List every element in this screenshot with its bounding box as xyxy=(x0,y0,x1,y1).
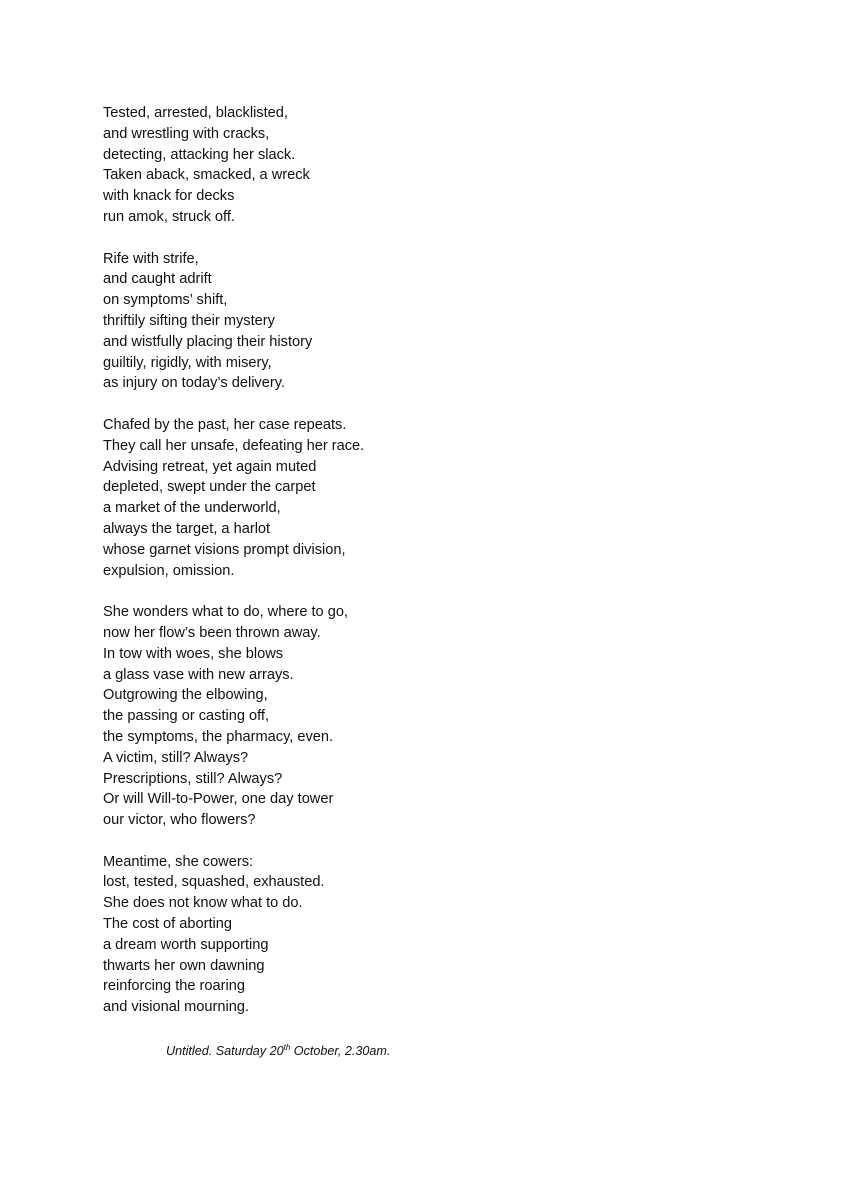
caption-suffix: October, 2.30am. xyxy=(290,1044,391,1058)
poem-line: Advising retreat, yet again muted xyxy=(103,458,317,475)
poem-line: A victim, still? Always? xyxy=(103,749,249,766)
poem-line: as injury on today’s delivery. xyxy=(103,375,285,392)
poem-line: a market of the underworld, xyxy=(103,500,281,517)
stanza xyxy=(103,852,703,1018)
poem-line: lost, tested, squashed, exhausted. xyxy=(103,874,325,891)
poem-line: Chafed by the past, her case repeats. xyxy=(103,416,347,433)
poem-body xyxy=(103,103,703,1039)
poem-line: the passing or casting off, xyxy=(103,708,270,725)
poem-line: The cost of aborting xyxy=(103,916,232,933)
poem-line: guiltily, rigidly, with misery, xyxy=(103,354,272,371)
poem-line: reinforcing the roaring xyxy=(103,978,245,995)
stanza xyxy=(103,103,703,228)
poem-line: always the target, a harlot xyxy=(103,520,271,537)
caption-prefix: Untitled. Saturday 20 xyxy=(166,1044,284,1058)
poem-line: Outgrowing the elbowing, xyxy=(103,687,268,704)
caption-superscript: th xyxy=(283,1042,291,1052)
poem-line: She wonders what to do, where to go, xyxy=(103,604,349,621)
poem-line: Or will Will-to-Power, one day tower xyxy=(103,791,334,808)
poem-line: and wrestling with cracks, xyxy=(103,125,270,142)
poem-line: a glass vase with new arrays. xyxy=(103,666,294,683)
poem-line: Tested, arrested, blacklisted, xyxy=(103,105,288,121)
poem-line: thriftily sifting their mystery xyxy=(103,312,275,329)
poem-line: expulsion, omission. xyxy=(103,562,235,579)
poem-line: Rife with strife, xyxy=(103,250,199,267)
poem-line: and caught adrift xyxy=(103,271,212,288)
poem-line: with knack for decks xyxy=(103,188,235,205)
stanza xyxy=(103,415,703,581)
poem-line: our victor, who flowers? xyxy=(103,812,256,829)
poem-line: on symptoms’ shift, xyxy=(103,292,228,309)
poem-line: She does not know what to do. xyxy=(103,895,303,912)
poem-line: whose garnet visions prompt division, xyxy=(103,541,346,558)
poem-caption xyxy=(166,1041,390,1061)
poem-line: a dream worth supporting xyxy=(103,936,269,953)
poem-line: and visional mourning. xyxy=(103,999,250,1016)
poem-line: and wistfully placing their history xyxy=(103,333,313,350)
poem-line: Meantime, she cowers: xyxy=(103,853,254,870)
poem-line: now her flow’s been thrown away. xyxy=(103,624,321,641)
poem-line: run amok, struck off. xyxy=(103,208,235,225)
poem-line: In tow with woes, she blows xyxy=(103,645,284,662)
poem-line: depleted, swept under the carpet xyxy=(103,479,316,496)
stanza xyxy=(103,249,703,395)
poem-line: Taken aback, smacked, a wreck xyxy=(103,167,310,184)
poem-line: the symptoms, the pharmacy, even. xyxy=(103,728,334,745)
poem-line: detecting, attacking her slack. xyxy=(103,146,296,163)
poem-line: They call her unsafe, defeating her race. xyxy=(103,437,365,454)
poem-line: Prescriptions, still? Always? xyxy=(103,770,283,787)
poem-line: thwarts her own dawning xyxy=(103,957,265,974)
stanza xyxy=(103,602,703,831)
